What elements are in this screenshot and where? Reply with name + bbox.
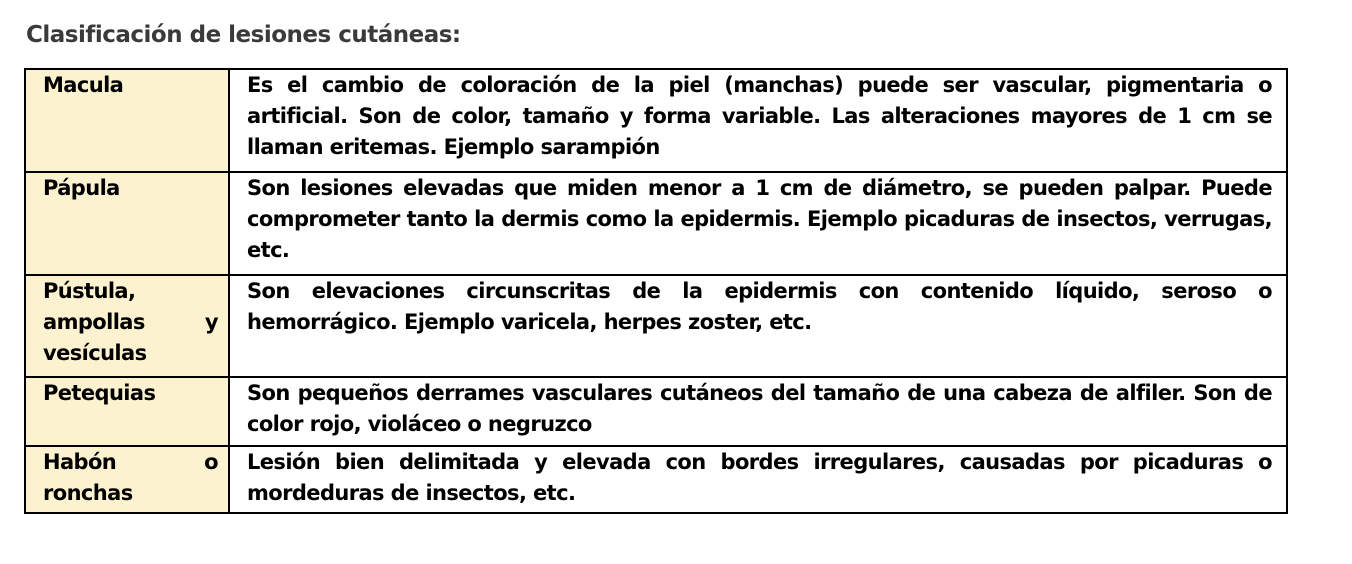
term-cell: Petequias xyxy=(25,377,229,446)
page-title: Clasificación de lesiones cutáneas: xyxy=(26,22,461,48)
table-row xyxy=(25,446,1287,513)
term-cell: Pápula xyxy=(25,172,229,275)
description-cell: Son pequeños derrames vasculares cutáneos del tamaño de una cabeza de alfiler. Son de color rojo, violáceo o negruzco xyxy=(229,377,1287,446)
term-cell: Habón o ronchas xyxy=(25,446,229,513)
term-cell: Pústula, ampollas y vesículas xyxy=(25,275,229,377)
description-cell: Son lesiones elevadas que miden menor a 1 cm de diámetro, se pueden palpar. Puede comprometer tanto la dermis como la epidermis. Ejemplo picaduras de insectos, verrugas, etc. xyxy=(229,172,1287,275)
table-row xyxy=(25,172,1287,275)
term-cell: Macula xyxy=(25,69,229,172)
description-cell: Es el cambio de coloración de la piel (manchas) puede ser vascular, pigmentaria o artificial. Son de color, tamaño y forma variable. Las alteraciones mayores de 1 cm se llaman eritemas. Ejemplo sarampión xyxy=(229,69,1287,172)
table-row xyxy=(25,275,1287,377)
description-cell: Son elevaciones circunscritas de la epidermis con contenido líquido, seroso o hemorrágico. Ejemplo varicela, herpes zoster, etc. xyxy=(229,275,1287,377)
table-row xyxy=(25,69,1287,172)
lesion-classification-table xyxy=(24,68,1288,514)
description-cell: Lesión bien delimitada y elevada con bordes irregulares, causadas por picaduras o mordeduras de insectos, etc. xyxy=(229,446,1287,513)
table-row xyxy=(25,377,1287,446)
